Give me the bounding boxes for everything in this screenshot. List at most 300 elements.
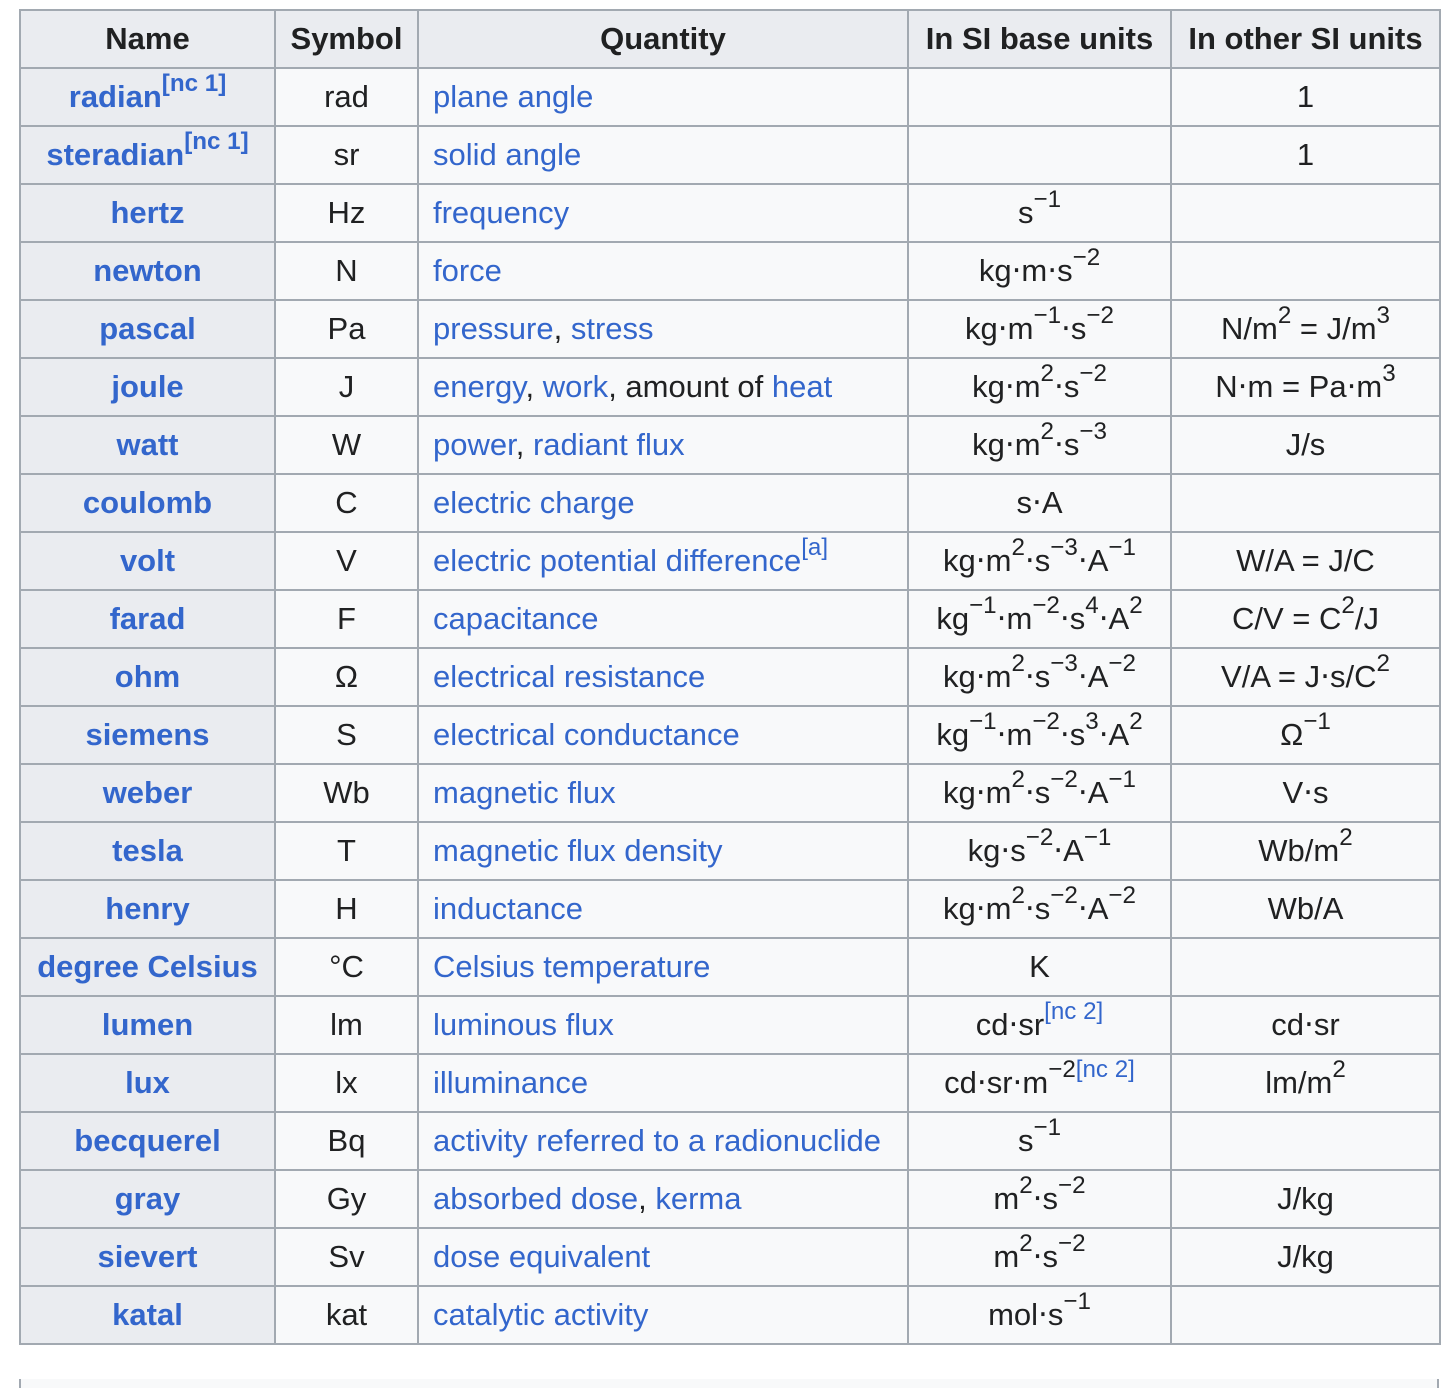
unit-name-cell — [20, 706, 275, 764]
unit-name-cell — [20, 242, 275, 300]
unit-name-cell — [20, 416, 275, 474]
unit-name-link[interactable]: ohm — [114, 659, 181, 694]
superscript: −2 — [1086, 302, 1114, 330]
table-row — [20, 474, 1440, 532]
quantity-link[interactable]: heat — [771, 369, 833, 404]
cell-text: kg — [936, 717, 970, 752]
cell-text: ⋅s — [1053, 427, 1080, 462]
cell-text: s⋅A — [1016, 485, 1063, 520]
other-si-units-cell — [1171, 242, 1440, 300]
cell-text: , — [638, 1181, 656, 1216]
quantity-link[interactable]: pressure — [433, 311, 554, 346]
table-row — [20, 1054, 1440, 1112]
cell-text: = J/m — [1291, 311, 1377, 346]
cell-text: kg⋅m — [965, 311, 1034, 346]
unit-name-cell — [20, 532, 275, 590]
unit-name-cell — [20, 1170, 275, 1228]
si-base-units-cell — [908, 416, 1171, 474]
superscript: 3 — [1382, 360, 1396, 388]
unit-symbol-cell: Sv — [275, 1228, 418, 1286]
unit-symbol-cell: Pa — [275, 300, 418, 358]
superscript: 2 — [1341, 592, 1355, 620]
table-row — [20, 996, 1440, 1054]
si-base-units-cell — [908, 1170, 1171, 1228]
si-base-units-cell — [908, 358, 1171, 416]
quantity-link[interactable]: catalytic activity — [433, 1297, 649, 1332]
table-row — [20, 822, 1440, 880]
table-row — [20, 938, 1440, 996]
superscript: −1 — [1083, 824, 1112, 852]
superscript: −2 — [1032, 708, 1060, 736]
cell-text: V⋅s — [1282, 775, 1329, 810]
unit-symbol-cell: F — [275, 590, 418, 648]
superscript: −2 — [1032, 592, 1060, 620]
unit-symbol-cell: °C — [275, 938, 418, 996]
superscript: −3 — [1050, 534, 1078, 562]
cell-text: , amount of — [608, 369, 772, 404]
unit-name-cell — [20, 1228, 275, 1286]
unit-symbol-cell: rad — [275, 68, 418, 126]
quantity-link[interactable]: magnetic flux density — [433, 833, 723, 868]
unit-name-cell — [20, 300, 275, 358]
quantity-link[interactable]: kerma — [655, 1181, 742, 1216]
quantity-link[interactable]: frequency — [433, 195, 570, 230]
unit-symbol-cell: H — [275, 880, 418, 938]
unit-name-cell — [20, 126, 275, 184]
si-base-units-cell — [908, 184, 1171, 242]
quantity-link[interactable]: electric charge — [433, 485, 635, 520]
table-row — [20, 590, 1440, 648]
other-si-units-cell — [1171, 764, 1440, 822]
superscript: 3 — [1085, 708, 1099, 736]
unit-symbol-cell: C — [275, 474, 418, 532]
quantity-link[interactable]: force — [433, 253, 502, 288]
cell-text: ⋅s — [1032, 1181, 1059, 1216]
si-base-units-cell — [908, 300, 1171, 358]
si-base-units-cell — [908, 68, 1171, 126]
superscript: −2 — [1058, 1230, 1086, 1258]
other-si-units-cell — [1171, 1112, 1440, 1170]
other-si-units-cell — [1171, 1286, 1440, 1344]
other-si-units-cell — [1171, 474, 1440, 532]
quantity-cell — [418, 474, 908, 532]
cell-text: kg⋅m — [943, 659, 1012, 694]
cell-text: kg⋅m — [972, 427, 1041, 462]
quantity-cell — [418, 996, 908, 1054]
cell-text: ⋅s — [1024, 659, 1051, 694]
unit-name-link[interactable]: radian — [68, 79, 162, 114]
cell-text: lm/m — [1265, 1065, 1333, 1100]
cell-text: ⋅s — [1053, 369, 1080, 404]
cell-text: ⋅A — [1077, 775, 1109, 810]
si-base-units-cell — [908, 242, 1171, 300]
unit-symbol-cell: lm — [275, 996, 418, 1054]
cell-text: Wb/m — [1258, 833, 1340, 868]
unit-symbol-cell: lx — [275, 1054, 418, 1112]
table-row — [20, 1112, 1440, 1170]
unit-name-cell — [20, 1286, 275, 1344]
quantity-link[interactable]: illuminance — [433, 1065, 589, 1100]
other-si-units-cell — [1171, 416, 1440, 474]
quantity-cell — [418, 1170, 908, 1228]
unit-name-link[interactable]: farad — [109, 601, 186, 636]
unit-name-link[interactable]: gray — [114, 1181, 181, 1216]
si-base-units-cell — [908, 938, 1171, 996]
table-row — [20, 1170, 1440, 1228]
column-header-quantity[interactable]: Quantity — [418, 10, 908, 68]
superscript: −3 — [1050, 650, 1078, 678]
unit-name-link[interactable]: steradian — [46, 137, 185, 172]
superscript: 2 — [1019, 1172, 1033, 1200]
quantity-cell — [418, 126, 908, 184]
cell-text: 1 — [1296, 137, 1315, 172]
cell-text: , — [515, 427, 533, 462]
quantity-link[interactable]: electric potential difference — [433, 543, 802, 578]
superscript: −1 — [1033, 302, 1062, 330]
column-header-name[interactable]: Name — [20, 10, 275, 68]
unit-name-link[interactable]: degree Celsius — [37, 949, 258, 984]
si-base-units-cell — [908, 822, 1171, 880]
cell-text: V/A = J⋅s/C — [1221, 659, 1377, 694]
si-base-units-cell — [908, 1286, 1171, 1344]
unit-name-link[interactable]: tesla — [112, 833, 183, 868]
quantity-cell — [418, 938, 908, 996]
quantity-link[interactable]: inductance — [433, 891, 583, 926]
quantity-link[interactable]: electrical conductance — [433, 717, 740, 752]
unit-symbol-cell: kat — [275, 1286, 418, 1344]
table-continuation — [19, 1379, 1439, 1388]
quantity-link[interactable]: radiant flux — [532, 427, 685, 462]
si-base-units-cell — [908, 126, 1171, 184]
superscript: −1 — [1063, 1288, 1091, 1316]
si-base-units-cell — [908, 1228, 1171, 1286]
table-row — [20, 764, 1440, 822]
quantity-cell — [418, 358, 908, 416]
quantity-link[interactable]: absorbed dose — [433, 1181, 639, 1216]
column-header-symbol[interactable]: Symbol — [275, 10, 418, 68]
quantity-cell — [418, 880, 908, 938]
superscript: 2 — [1040, 360, 1054, 388]
unit-name-cell — [20, 184, 275, 242]
table-row — [20, 68, 1440, 126]
cell-text: W/A = J/C — [1236, 543, 1375, 578]
superscript: −2 — [1108, 882, 1136, 910]
unit-name-cell — [20, 996, 275, 1054]
cell-text: m — [993, 1181, 1020, 1216]
quantity-link[interactable]: magnetic flux — [433, 775, 616, 810]
si-base-units-cell — [908, 590, 1171, 648]
cell-text: ⋅s — [1061, 311, 1087, 346]
table-row — [20, 648, 1440, 706]
table-row — [20, 1228, 1440, 1286]
unit-name-link[interactable]: sievert — [97, 1239, 198, 1274]
cell-text: kg⋅m — [943, 543, 1012, 578]
cell-text: ⋅s — [1059, 601, 1086, 636]
cell-text: mol⋅s — [988, 1297, 1064, 1332]
cell-text: , — [553, 311, 571, 346]
superscript: 2 — [1332, 1056, 1346, 1084]
other-si-units-cell — [1171, 706, 1440, 764]
quantity-cell — [418, 1286, 908, 1344]
column-header-other-si-units[interactable]: In other SI units — [1171, 10, 1440, 68]
unit-symbol-cell: Bq — [275, 1112, 418, 1170]
si-base-units-cell — [908, 648, 1171, 706]
table-row — [20, 126, 1440, 184]
cell-text: s — [1017, 1123, 1034, 1158]
unit-symbol-cell: N — [275, 242, 418, 300]
superscript: −2 — [1108, 650, 1136, 678]
superscript: 2 — [1011, 882, 1025, 910]
unit-name-cell — [20, 358, 275, 416]
unit-name-cell — [20, 938, 275, 996]
cell-text: J/s — [1285, 427, 1326, 462]
cell-text: cd⋅sr — [975, 1007, 1045, 1042]
unit-name-link[interactable]: henry — [105, 891, 190, 926]
quantity-cell — [418, 532, 908, 590]
other-si-units-cell — [1171, 1228, 1440, 1286]
header-row — [20, 10, 1440, 68]
quantity-cell — [418, 300, 908, 358]
quantity-cell — [418, 822, 908, 880]
quantity-cell — [418, 1054, 908, 1112]
cell-text: , — [525, 369, 543, 404]
cell-text: cd⋅sr — [1271, 1007, 1340, 1042]
unit-name-link[interactable]: coulomb — [82, 485, 213, 520]
quantity-link[interactable]: solid angle — [433, 137, 582, 172]
quantity-link[interactable]: electrical resistance — [433, 659, 706, 694]
quantity-cell — [418, 590, 908, 648]
unit-name-cell — [20, 1112, 275, 1170]
unit-name-cell — [20, 590, 275, 648]
cell-text: ⋅s — [1032, 1239, 1059, 1274]
quantity-cell — [418, 242, 908, 300]
table-row — [20, 1286, 1440, 1344]
cell-text: ⋅m — [996, 717, 1033, 752]
unit-name-link[interactable]: joule — [111, 369, 184, 404]
cell-text: ⋅s — [1024, 775, 1051, 810]
unit-name-cell — [20, 68, 275, 126]
si-base-units-cell — [908, 880, 1171, 938]
superscript: 2 — [1011, 534, 1025, 562]
unit-name-link[interactable]: lux — [125, 1065, 170, 1100]
si-base-units-cell — [908, 996, 1171, 1054]
table-row — [20, 416, 1440, 474]
unit-name-link[interactable]: lumen — [101, 1007, 194, 1042]
other-si-units-cell — [1171, 1170, 1440, 1228]
quantity-link[interactable]: plane angle — [433, 79, 594, 114]
unit-name-cell — [20, 474, 275, 532]
footnote-reference-link[interactable]: [a] — [801, 534, 829, 562]
quantity-cell — [418, 764, 908, 822]
unit-symbol-cell: Gy — [275, 1170, 418, 1228]
cell-text: /J — [1354, 601, 1379, 636]
quantity-link[interactable]: dose equivalent — [433, 1239, 651, 1274]
unit-name-link[interactable]: newton — [93, 253, 202, 288]
footnote-reference-link[interactable]: [nc 2] — [1075, 1056, 1135, 1084]
superscript: −1 — [1108, 766, 1136, 794]
si-base-units-cell — [908, 764, 1171, 822]
si-base-units-cell — [908, 1054, 1171, 1112]
unit-name-link[interactable]: weber — [102, 775, 193, 810]
superscript: −2 — [1050, 882, 1078, 910]
other-si-units-cell — [1171, 300, 1440, 358]
superscript: 2 — [1040, 418, 1054, 446]
superscript: 2 — [1376, 650, 1390, 678]
unit-symbol-cell: S — [275, 706, 418, 764]
cell-text: N/m — [1221, 311, 1278, 346]
unit-name-link[interactable]: becquerel — [74, 1123, 221, 1158]
column-header-si-base-units[interactable]: In SI base units — [908, 10, 1171, 68]
superscript: 2 — [1011, 650, 1025, 678]
footnote-reference-link[interactable]: [nc 2] — [1044, 998, 1104, 1026]
other-si-units-cell — [1171, 1054, 1440, 1112]
quantity-link[interactable]: capacitance — [433, 601, 599, 636]
other-si-units-cell — [1171, 880, 1440, 938]
si-base-units-cell — [908, 474, 1171, 532]
table-row — [20, 532, 1440, 590]
unit-name-cell — [20, 648, 275, 706]
superscript: 2 — [1129, 708, 1143, 736]
unit-symbol-cell: W — [275, 416, 418, 474]
cell-text: ⋅m — [996, 601, 1033, 636]
cell-text: kg — [936, 601, 970, 636]
quantity-cell — [418, 68, 908, 126]
cell-text: 1 — [1296, 79, 1315, 114]
table-row — [20, 358, 1440, 416]
superscript: −1 — [1033, 1114, 1062, 1142]
unit-symbol-cell: J — [275, 358, 418, 416]
unit-name-cell — [20, 822, 275, 880]
unit-symbol-cell: Hz — [275, 184, 418, 242]
cell-text: Wb/A — [1267, 891, 1344, 926]
superscript: 3 — [1376, 302, 1390, 330]
cell-text: cd⋅sr⋅m — [944, 1065, 1049, 1100]
superscript: 2 — [1339, 824, 1353, 852]
cell-text: kg⋅m — [972, 369, 1041, 404]
quantity-cell — [418, 648, 908, 706]
cell-text: m — [993, 1239, 1020, 1274]
cell-text: kg⋅s — [967, 833, 1026, 868]
other-si-units-cell — [1171, 590, 1440, 648]
cell-text: kg⋅m — [943, 891, 1012, 926]
superscript: −1 — [1108, 534, 1136, 562]
cell-text: C/V = C — [1232, 601, 1342, 636]
other-si-units-cell — [1171, 822, 1440, 880]
superscript: 2 — [1277, 302, 1292, 330]
quantity-link[interactable]: luminous flux — [433, 1007, 614, 1042]
table-body — [20, 68, 1440, 1344]
superscript: 2 — [1129, 592, 1143, 620]
unit-name-link[interactable]: volt — [119, 543, 176, 578]
other-si-units-cell — [1171, 358, 1440, 416]
quantity-cell — [418, 184, 908, 242]
cell-text: ⋅A — [1098, 601, 1130, 636]
cell-text: ⋅A — [1077, 891, 1109, 926]
superscript: −1 — [969, 592, 997, 620]
superscript: −2 — [1058, 1172, 1086, 1200]
superscript: −2 — [1079, 360, 1107, 388]
si-derived-units-table — [19, 9, 1441, 1345]
table-row — [20, 880, 1440, 938]
superscript: 2 — [1019, 1230, 1033, 1258]
quantity-cell — [418, 1112, 908, 1170]
cell-text: J/kg — [1277, 1181, 1334, 1216]
quantity-link[interactable]: stress — [570, 311, 654, 346]
quantity-link[interactable]: power — [433, 427, 516, 462]
unit-symbol-cell: Ω — [275, 648, 418, 706]
si-base-units-cell — [908, 706, 1171, 764]
cell-text: s — [1017, 195, 1034, 230]
footnote-reference-link[interactable]: [nc 1] — [184, 128, 249, 156]
quantity-link[interactable]: work — [542, 369, 609, 404]
table-row — [20, 184, 1440, 242]
cell-text: kg⋅m — [943, 775, 1012, 810]
quantity-link[interactable]: energy — [433, 369, 526, 404]
superscript: −2 — [1025, 824, 1054, 852]
other-si-units-cell — [1171, 996, 1440, 1054]
si-base-units-cell — [908, 1112, 1171, 1170]
other-si-units-cell — [1171, 68, 1440, 126]
quantity-cell — [418, 1228, 908, 1286]
unit-symbol-cell: Wb — [275, 764, 418, 822]
footnote-reference-link[interactable]: [nc 1] — [161, 70, 227, 98]
quantity-link[interactable]: activity referred to a radionuclide — [433, 1123, 882, 1158]
unit-symbol-cell: V — [275, 532, 418, 590]
other-si-units-cell — [1171, 532, 1440, 590]
unit-name-link[interactable]: watt — [116, 427, 179, 462]
cell-text: ⋅A — [1077, 659, 1109, 694]
unit-name-cell — [20, 764, 275, 822]
superscript: −2 — [1050, 766, 1078, 794]
unit-name-cell — [20, 1054, 275, 1112]
other-si-units-cell — [1171, 938, 1440, 996]
cell-text: kg⋅m⋅s — [978, 253, 1073, 288]
cell-text: ⋅s — [1059, 717, 1086, 752]
other-si-units-cell — [1171, 184, 1440, 242]
other-si-units-cell — [1171, 648, 1440, 706]
unit-name-link[interactable]: katal — [112, 1297, 183, 1332]
table-row — [20, 300, 1440, 358]
unit-name-link[interactable]: hertz — [110, 195, 185, 230]
superscript: −2 — [1072, 244, 1101, 272]
unit-name-link[interactable]: siemens — [85, 717, 210, 752]
cell-text: K — [1029, 949, 1050, 984]
quantity-cell — [418, 706, 908, 764]
other-si-units-cell — [1171, 126, 1440, 184]
cell-text: Ω — [1280, 717, 1304, 752]
cell-text: ⋅s — [1024, 543, 1051, 578]
cell-text: ⋅A — [1098, 717, 1130, 752]
superscript: −2 — [1048, 1056, 1076, 1084]
table-row — [20, 706, 1440, 764]
table-row — [20, 242, 1440, 300]
unit-symbol-cell: T — [275, 822, 418, 880]
cell-text: J/kg — [1277, 1239, 1334, 1274]
cell-text: ⋅A — [1053, 833, 1084, 868]
superscript: 4 — [1085, 592, 1099, 620]
superscript: −3 — [1079, 418, 1107, 446]
unit-name-cell — [20, 880, 275, 938]
quantity-link[interactable]: Celsius temperature — [433, 949, 711, 984]
unit-name-link[interactable]: pascal — [99, 311, 196, 346]
superscript: 2 — [1011, 766, 1025, 794]
cell-text: ⋅s — [1024, 891, 1051, 926]
cell-text: N⋅m = Pa⋅m — [1215, 369, 1383, 404]
si-base-units-cell — [908, 532, 1171, 590]
unit-symbol-cell: sr — [275, 126, 418, 184]
superscript: −1 — [1033, 186, 1062, 214]
quantity-cell — [418, 416, 908, 474]
